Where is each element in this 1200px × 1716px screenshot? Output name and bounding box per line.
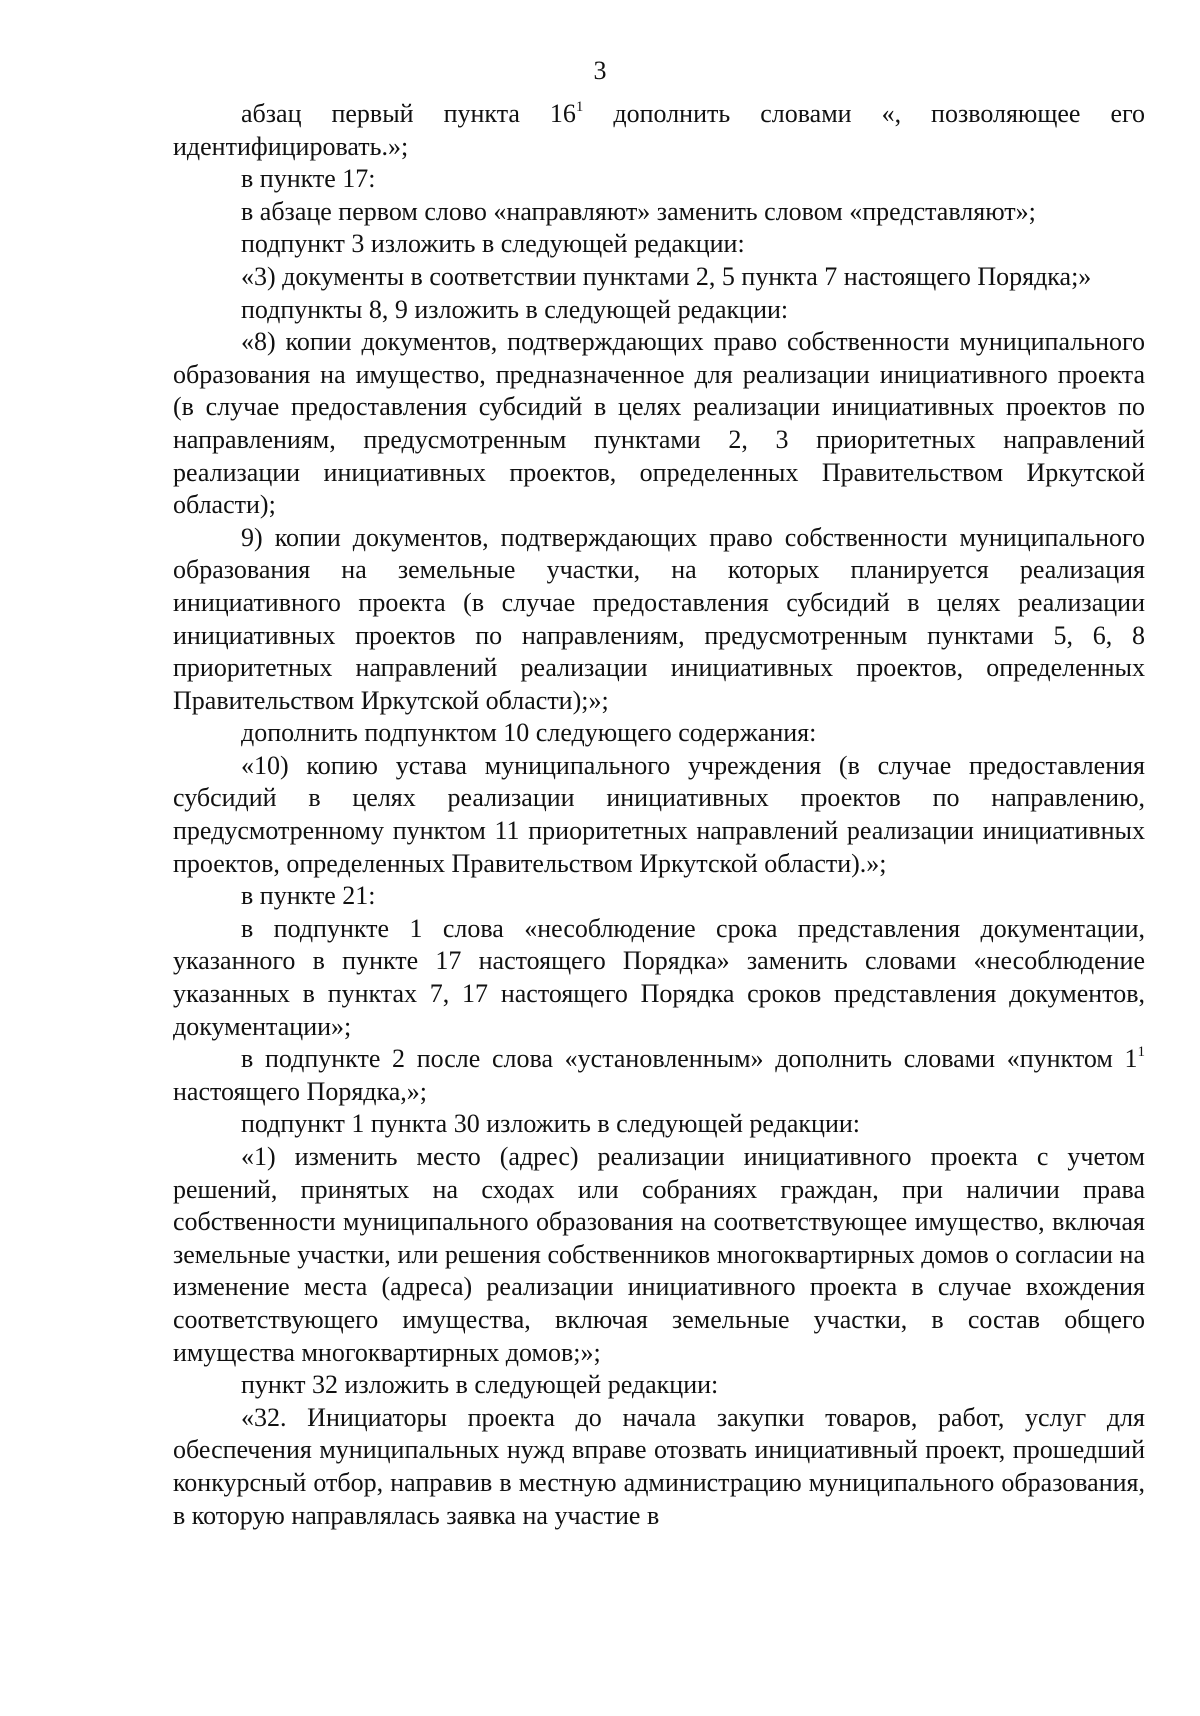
paragraph-point-17-intro: в пункте 17:	[241, 164, 376, 194]
document-body	[173, 98, 1145, 1532]
paragraph-point-32-intro: пункт 32 изложить в следующей редакции:	[241, 1370, 719, 1400]
paragraph-subpoints-8-9-intro: подпункты 8, 9 изложить в следующей редакции:	[241, 294, 789, 324]
paragraph-subpoint-3-text: «3) документы в соответствии пунктами 2, 5 пункта 7 настоящего Порядка;»	[241, 261, 1092, 291]
superscript: 1	[1137, 1044, 1145, 1061]
paragraph-subpoint-9-text: 9) копии документов, подтверждающих право собственности муниципального образования на земельные участки, на которых планируется реализация инициативного проекта (в случае предоставления субсидий в целях реализации инициативных проектов по направлениям, предусмотренным пунктами 5, 6, 8 приоритетных направлений реализации инициативных проектов, определенных Правительством Иркутской области);»;	[173, 522, 1145, 715]
paragraph-amend-16-1	[173, 98, 1145, 163]
paragraph-subpoint-10-intro: дополнить подпунктом 10 следующего содержания:	[241, 718, 817, 748]
paragraph-subpoint-3-intro: подпункт 3 изложить в следующей редакции:	[241, 229, 745, 259]
paragraph-point-30-intro: подпункт 1 пункта 30 изложить в следующей редакции:	[241, 1109, 860, 1139]
paragraph-text-after: настоящего Порядка,»;	[173, 1076, 428, 1106]
paragraph-subpoint-8-text: «8) копии документов, подтверждающих право собственности муниципального образования на имущество, предназначенное для реализации инициативного проекта (в случае предоставления субсидий в целях реализации инициативных проектов по направлениям, предусмотренным пунктами 2, 3 приоритетных направлений реализации инициативных проектов, определенных Правительством Иркутской области);	[173, 327, 1145, 520]
paragraph-point-32-text: «32. Инициаторы проекта до начала закупки товаров, работ, услуг для обеспечения муниципальных нужд вправе отозвать инициативный проект, прошедший конкурсный отбор, направив в местную администрацию муниципального образования, в которую направлялась заявка на участие в	[173, 1402, 1145, 1530]
paragraph-point-17-abzac: в абзаце первом слово «направляют» заменить словом «представляют»;	[241, 196, 1036, 226]
paragraph-point-21-intro: в пункте 21:	[241, 881, 376, 911]
superscript: 1	[575, 99, 584, 115]
paragraph-text-after: дополнить словами «, позволяющее его идентифицировать.»;	[173, 99, 1145, 161]
paragraph-point-21-subpoint-1: в подпункте 1 слова «несоблюдение срока представления документации, указанного в пункте 17 настоящего Порядка» заменить словами «несоблюдение указанных в пунктах 7, 17 настоящего Порядка сроков представления документов, документации»;	[173, 913, 1145, 1041]
paragraph-point-21-subpoint-2	[173, 1043, 1145, 1108]
paragraph-point-30-text: «1) изменить место (адрес) реализации инициативного проекта с учетом решений, принятых на сходах или собраниях граждан, при наличии права собственности муниципального образования на соответствующее имущество, включая земельные участки, или решения собственников многоквартирных домов о согласии на изменение места (адреса) реализации инициативного проекта в случае вхождения соответствующего имущества, включая земельные участки, в состав общего имущества многоквартирных домов;»;	[173, 1142, 1145, 1367]
paragraph-text: абзац первый пункта 16	[241, 99, 576, 128]
paragraph-subpoint-10-text: «10) копию устава муниципального учреждения (в случае предоставления субсидий в целях реализации инициативных проектов по направлению, предусмотренному пунктом 11 приоритетных направлений реализации инициативных проектов, определенных Правительством Иркутской области).»;	[173, 750, 1145, 878]
page-number: 3	[593, 56, 607, 85]
paragraph-text: в подпункте 2 после слова «установленным» дополнить словами «пунктом 1	[241, 1044, 1138, 1074]
